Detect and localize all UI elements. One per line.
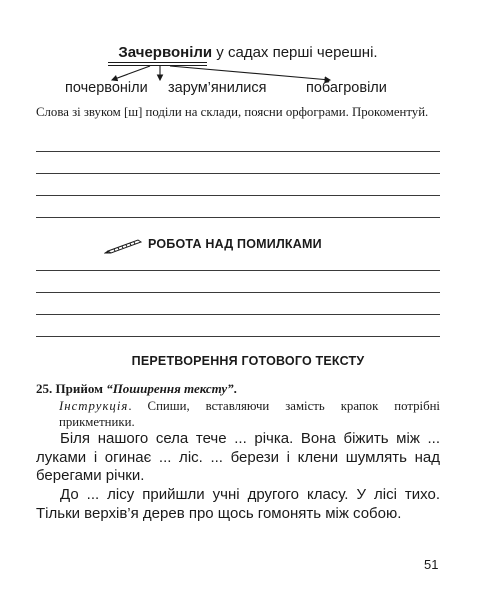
task-instruction: Слова зі звуком [ш] поділи на склади, поясни орфограми. Прокоментуй. — [36, 105, 429, 119]
writing-line[interactable] — [36, 314, 440, 315]
section-title-text-transform: ПЕРЕТВОРЕННЯ ГОТОВОГО ТЕКСТУ — [131, 354, 365, 368]
writing-line[interactable] — [36, 151, 440, 152]
pen-icon — [104, 236, 144, 254]
writing-line[interactable] — [36, 270, 440, 271]
keyword: Зачервоніли — [118, 44, 213, 61]
example-sentence — [0, 44, 496, 61]
section-title-errors: РОБОТА НАД ПОМИЛКАМИ — [148, 237, 322, 251]
writing-line[interactable] — [36, 217, 440, 218]
exercise-paragraph-2: До ... лісу прийшли учні другого класу. У лісі тихо. Тільки верхів’я дерев про щось гомонять між собою. — [36, 486, 440, 522]
writing-line[interactable] — [36, 292, 440, 293]
sentence-rest: у садах перші черешні. — [212, 44, 378, 61]
instruction-label: Інструкція — [59, 399, 129, 413]
synonym-3: побагровіли — [306, 80, 387, 96]
exercise-name: “Поширення тексту” — [106, 381, 234, 396]
exercise-number: 25. Прийом — [36, 381, 107, 396]
page-number: 51 — [424, 557, 439, 572]
writing-line[interactable] — [36, 336, 440, 337]
exercise-header: 25. Прийом “Поширення тексту”. — [36, 381, 237, 396]
synonym-1: почервоніли — [65, 80, 148, 96]
writing-line[interactable] — [36, 173, 440, 174]
exercise-paragraph-1: Біля нашого села тече ... річка. Вона біжить між ... луками і огинає ... ліс. ... берези і клени шумлять над берегами річки. — [36, 430, 440, 484]
exercise-instruction — [59, 398, 440, 430]
writing-line[interactable] — [36, 195, 440, 196]
instruction-text: . Спиши, вставляючи замість крапок потрібні прикметники. — [59, 399, 440, 429]
synonym-2: зарум’янилися — [168, 80, 267, 96]
